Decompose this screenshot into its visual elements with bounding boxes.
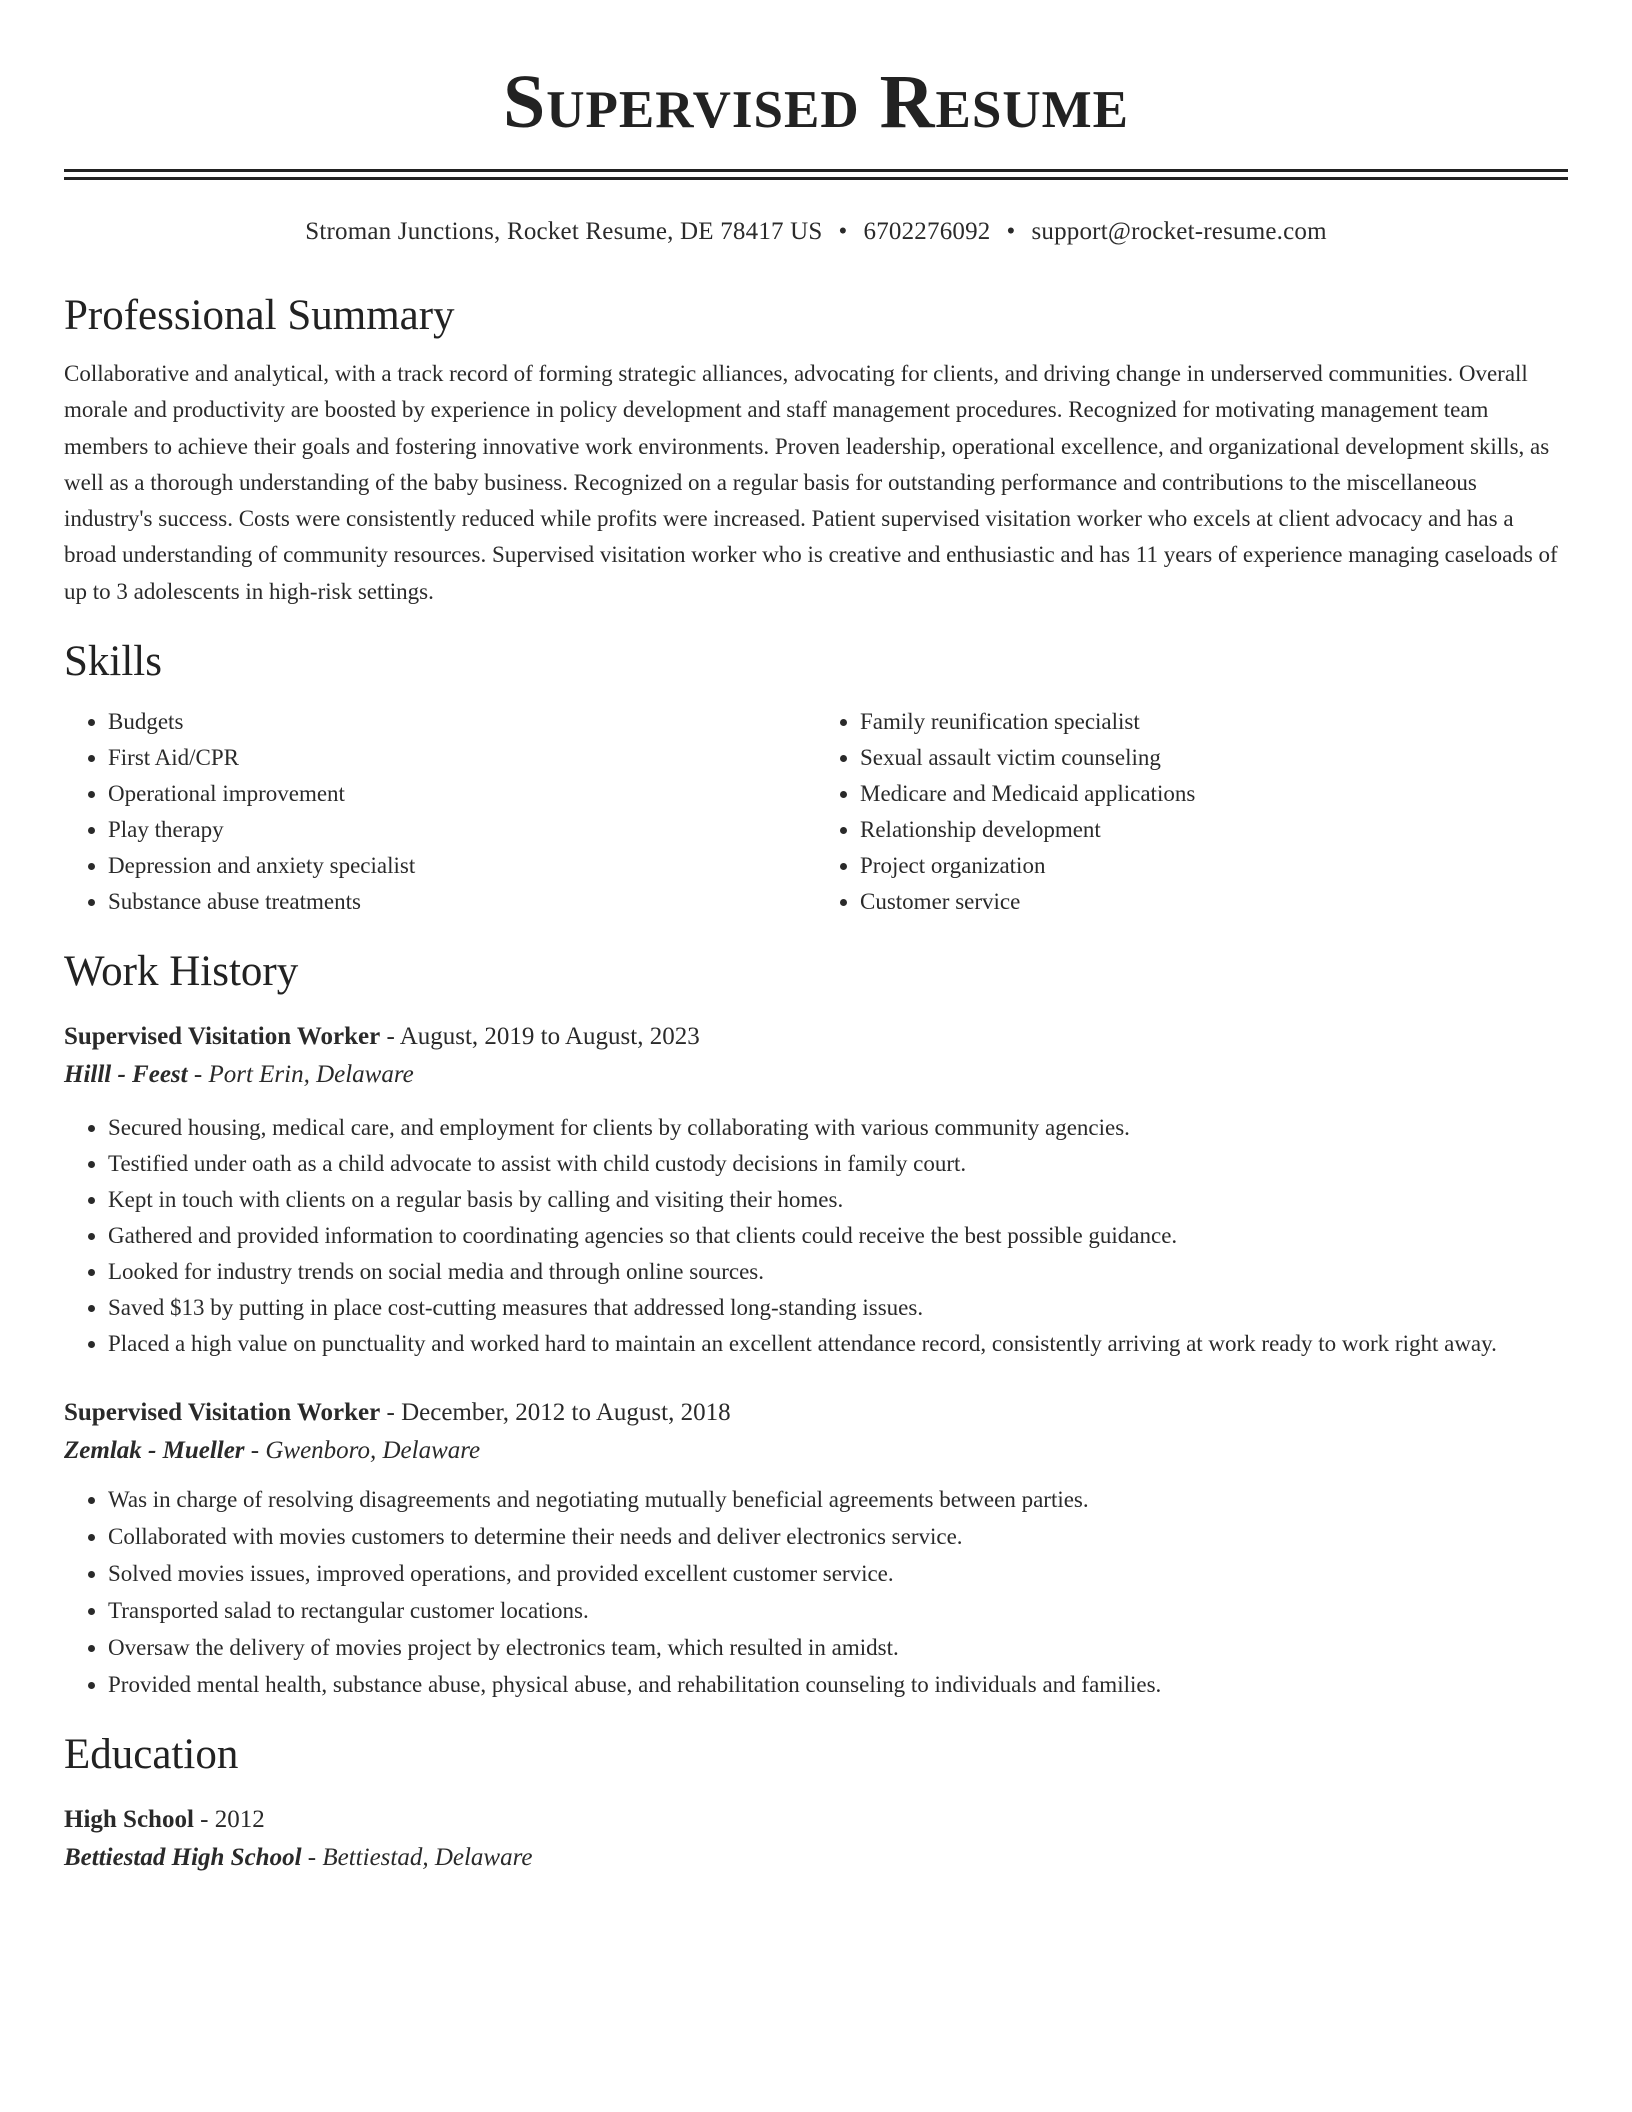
job-company: Hilll - Feest xyxy=(64,1061,188,1089)
skills-list xyxy=(64,704,1568,920)
skill-item: • Substance abuse treatments xyxy=(108,884,816,920)
job-bullet: • Transported salad to rectangular customer locations. xyxy=(108,1593,1568,1629)
contact-phone: 6702276092 xyxy=(863,218,991,245)
skill-item: • First Aid/CPR xyxy=(108,740,816,776)
job-title: Supervised Visitation Worker xyxy=(64,1023,381,1051)
job-dash: - xyxy=(380,1399,402,1427)
skill-item: • Relationship development xyxy=(860,812,1568,848)
work-history-heading: Work History xyxy=(64,948,299,996)
job-entry xyxy=(64,1394,1568,1703)
skills-column-right xyxy=(816,704,1568,920)
contact-separator: • xyxy=(1006,218,1016,245)
job-location: Port Erin, Delaware xyxy=(208,1061,414,1089)
summary-heading: Professional Summary xyxy=(64,292,455,339)
job-bullet: • Was in charge of resolving disagreements and negotiating mutually beneficial agreements between parties. xyxy=(108,1482,1568,1518)
job-title-line xyxy=(64,1018,1568,1056)
skill-item: • Budgets xyxy=(108,704,816,740)
skill-item: • Medicare and Medicaid applications xyxy=(860,776,1568,812)
contact-separator: • xyxy=(838,218,848,245)
education-location: Bettiestad, Delaware xyxy=(322,1844,533,1872)
job-dates: December, 2012 to August, 2018 xyxy=(401,1399,731,1427)
education-heading: Education xyxy=(64,1731,239,1779)
job-entry xyxy=(64,1018,1568,1362)
summary-text: Collaborative and analytical, with a track record of forming strategic alliances, advocating for clients, and driving change in underserved communities. Overall morale and productivity are boosted by experience in policy development and staff management procedures. Recognized for motivating management team members to achieve their goals and fostering innovative work environments. Proven leadership, operational excellence, and organizational development skills, as well as a thorough understanding of the baby business. Recognized on a regular basis for outstanding performance and contributions to the miscellaneous industry's success. Costs were consistently reduced while profits were increased. Patient supervised visitation worker who excels at client advocacy and has a broad understanding of community resources. Supervised visitation worker who is creative and enthusiastic and has 11 years of experience managing caseloads of up to 3 adolescents in high-risk settings. xyxy=(64,361,1558,604)
education-school-line xyxy=(64,1839,1568,1877)
job-company-line xyxy=(64,1056,1568,1094)
job-bullet: • Oversaw the delivery of movies project by electronics team, which resulted in amidst. xyxy=(108,1630,1568,1666)
job-title: Supervised Visitation Worker xyxy=(64,1399,381,1427)
resume-title: Supervised Resume xyxy=(502,60,1130,144)
contact-email: support@rocket-resume.com xyxy=(1031,218,1327,245)
title-double-rule xyxy=(64,169,1568,180)
contact-address: Stroman Junctions, Rocket Resume, DE 78417 US xyxy=(305,218,823,245)
skill-item: • Operational improvement xyxy=(108,776,816,812)
education-dash: - xyxy=(301,1844,323,1872)
skill-item: • Customer service xyxy=(860,884,1568,920)
job-bullet: • Kept in touch with clients on a regular basis by calling and visiting their homes. xyxy=(108,1182,1568,1218)
job-dash: - xyxy=(187,1061,209,1089)
skill-item: • Project organization xyxy=(860,848,1568,884)
job-bullet: • Collaborated with movies customers to determine their needs and deliver electronics service. xyxy=(108,1519,1568,1555)
job-title-line xyxy=(64,1394,1568,1432)
job-bullet: • Looked for industry trends on social media and through online sources. xyxy=(108,1254,1568,1290)
job-bullets xyxy=(64,1482,1568,1703)
job-dates: August, 2019 to August, 2023 xyxy=(399,1023,700,1051)
education-year: 2012 xyxy=(214,1806,265,1834)
skill-item: • Depression and anxiety specialist xyxy=(108,848,816,884)
job-bullet: • Secured housing, medical care, and employment for clients by collaborating with various community agencies. xyxy=(108,1110,1568,1146)
job-bullets xyxy=(64,1110,1568,1362)
job-bullet: • Provided mental health, substance abuse, physical abuse, and rehabilitation counseling to individuals and families. xyxy=(108,1667,1568,1703)
education-entry xyxy=(64,1801,1568,1877)
job-dash: - xyxy=(380,1023,400,1051)
skills-column-left xyxy=(64,704,816,920)
education-degree-line xyxy=(64,1801,1568,1839)
skill-item: • Play therapy xyxy=(108,812,816,848)
job-location: Gwenboro, Delaware xyxy=(265,1437,481,1465)
job-company: Zemlak - Mueller xyxy=(64,1437,245,1465)
skills-heading: Skills xyxy=(64,638,162,686)
education-school: Bettiestad High School xyxy=(64,1844,302,1872)
job-dash: - xyxy=(244,1437,266,1465)
job-bullet: • Testified under oath as a child advocate to assist with child custody decisions in family court. xyxy=(108,1146,1568,1182)
job-bullet: • Saved $13 by putting in place cost-cutting measures that addressed long-standing issues. xyxy=(108,1290,1568,1326)
skill-item: • Sexual assault victim counseling xyxy=(860,740,1568,776)
education-dash: - xyxy=(193,1806,215,1834)
job-bullet: • Solved movies issues, improved operations, and provided excellent customer service. xyxy=(108,1556,1568,1592)
job-company-line xyxy=(64,1432,1568,1470)
job-bullet: • Gathered and provided information to coordinating agencies so that clients could receive the best possible guidance. xyxy=(108,1218,1568,1254)
skill-item: • Family reunification specialist xyxy=(860,704,1568,740)
contact-line xyxy=(64,216,1568,248)
job-bullet: • Placed a high value on punctuality and worked hard to maintain an excellent attendance record, consistently arriving at work ready to work right away. xyxy=(108,1326,1568,1362)
education-degree: High School xyxy=(64,1806,194,1834)
